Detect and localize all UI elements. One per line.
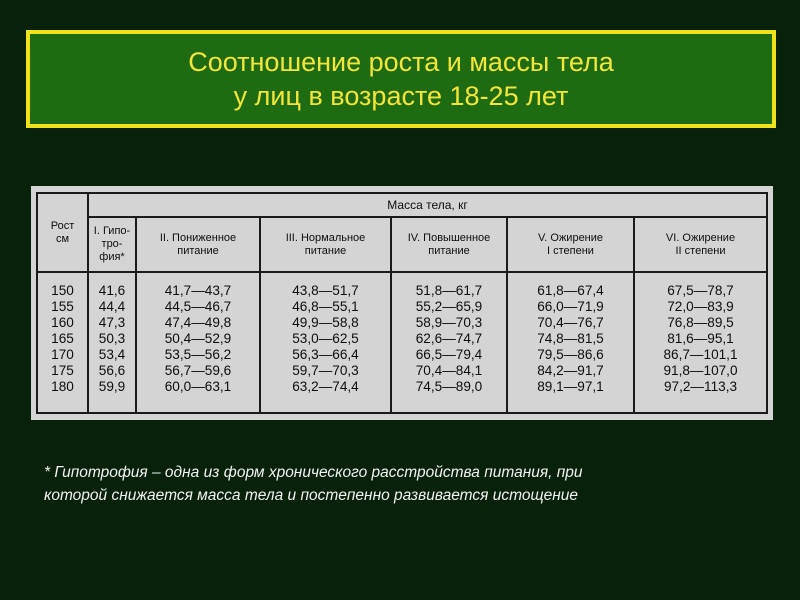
mass-range: 72,0—83,9 [667,299,734,314]
mass-range: 50,4—52,9 [164,331,232,346]
mass-range: 47,4—49,8 [164,315,232,330]
height-header [37,193,88,272]
mass-range: 74,8—81,5 [537,331,604,346]
mass-range: 74,5—89,0 [415,379,483,394]
footnote-line-1: * Гипотрофия – одна из форм хронического расстройства питания, при [44,464,583,481]
mass-range: 56,7—59,6 [164,363,232,378]
mass-range: 61,8—67,4 [537,283,604,298]
footnote [44,461,764,507]
mass-range: 56,3—66,4 [292,347,359,362]
obesity-2-column [634,272,767,413]
mass-range: 91,8—107,0 [663,363,738,378]
normal-column [260,272,391,413]
height-value: 170 [51,347,74,362]
mass-range: 46,8—55,1 [292,299,359,314]
hypotrophy-column [88,272,136,413]
mass-range: 70,4—84,1 [415,363,483,378]
height-value: 150 [51,283,74,298]
column-header-line: II. Пониженное [159,231,237,244]
mass-value: 44,4 [98,299,126,314]
column-header-line: VI. Ожирение [665,231,736,244]
mass-range: 86,7—101,1 [663,347,738,362]
column-header-reduced [136,217,260,272]
column-header-line: III. Нормальное [285,231,366,244]
column-header-increased [391,217,507,272]
mass-range: 63,2—74,4 [292,379,359,394]
mass-range: 62,6—74,7 [415,331,483,346]
mass-value: 41,6 [98,283,126,298]
mass-range: 79,5—86,6 [537,347,604,362]
column-header-line: I степени [547,244,594,257]
height-column [37,272,88,413]
mass-range: 97,2—113,3 [663,379,738,394]
height-weight-table [36,192,768,414]
column-header-line: V. Ожирение [537,231,604,244]
mass-range: 59,7—70,3 [292,363,359,378]
column-header-obesity-2 [634,217,767,272]
mass-range: 53,0—62,5 [292,331,359,346]
table-panel [31,186,773,420]
mass-range: 58,9—70,3 [415,315,483,330]
mass-range: 81,6—95,1 [667,331,734,346]
mass-value: 47,3 [98,315,126,330]
height-header-line-1: Рост [50,219,75,232]
footnote-line-2: которой снижается масса тела и постепенно развивается истощение [44,487,579,504]
mass-range: 66,0—71,9 [537,299,604,314]
mass-range: 89,1—97,1 [537,379,604,394]
mass-range: 67,5—78,7 [667,283,734,298]
column-header-line: питание [177,244,219,257]
mass-range: 49,9—58,8 [292,315,359,330]
mass-range: 84,2—91,7 [537,363,604,378]
column-header-line: I. Гипо- [93,225,131,237]
mass-value: 50,3 [98,331,126,346]
mass-range: 44,5—46,7 [164,299,232,314]
mass-range: 76,8—89,5 [667,315,734,330]
column-header-line: питание [304,244,347,257]
column-header-line: питание [428,244,470,257]
mass-value: 59,9 [98,379,126,394]
title-line-2: у лиц в возрасте 18-25 лет [233,81,569,111]
column-header-line: тро- [101,238,123,250]
mass-range: 55,2—65,9 [415,299,483,314]
mass-value: 56,6 [98,363,126,378]
mass-range: 66,5—79,4 [415,347,483,362]
column-header-line: II степени [675,244,726,257]
column-header-line: фия* [99,251,125,263]
mass-range: 70,4—76,7 [537,315,604,330]
obesity-1-column [507,272,634,413]
height-value: 160 [51,315,74,330]
height-value: 155 [51,299,74,314]
mass-range: 51,8—61,7 [415,283,483,298]
mass-range: 43,8—51,7 [292,283,359,298]
height-value: 165 [51,331,74,346]
mass-value: 53,4 [98,347,126,362]
height-header-line-2: см [55,232,70,245]
column-header-hypotrophy [88,217,136,272]
mass-range: 41,7—43,7 [164,283,232,298]
height-value: 175 [51,363,74,378]
increased-column [391,272,507,413]
column-header-obesity-1 [507,217,634,272]
height-value: 180 [51,379,74,394]
title-line-1: Соотношение роста и массы тела [188,47,614,77]
column-header-line: IV. Повышенное [407,231,491,244]
title-banner [26,30,776,128]
mass-header: Масса тела, кг [88,193,767,217]
mass-range: 60,0—63,1 [164,379,232,394]
mass-range: 53,5—56,2 [164,347,232,362]
reduced-column [136,272,260,413]
column-header-normal [260,217,391,272]
